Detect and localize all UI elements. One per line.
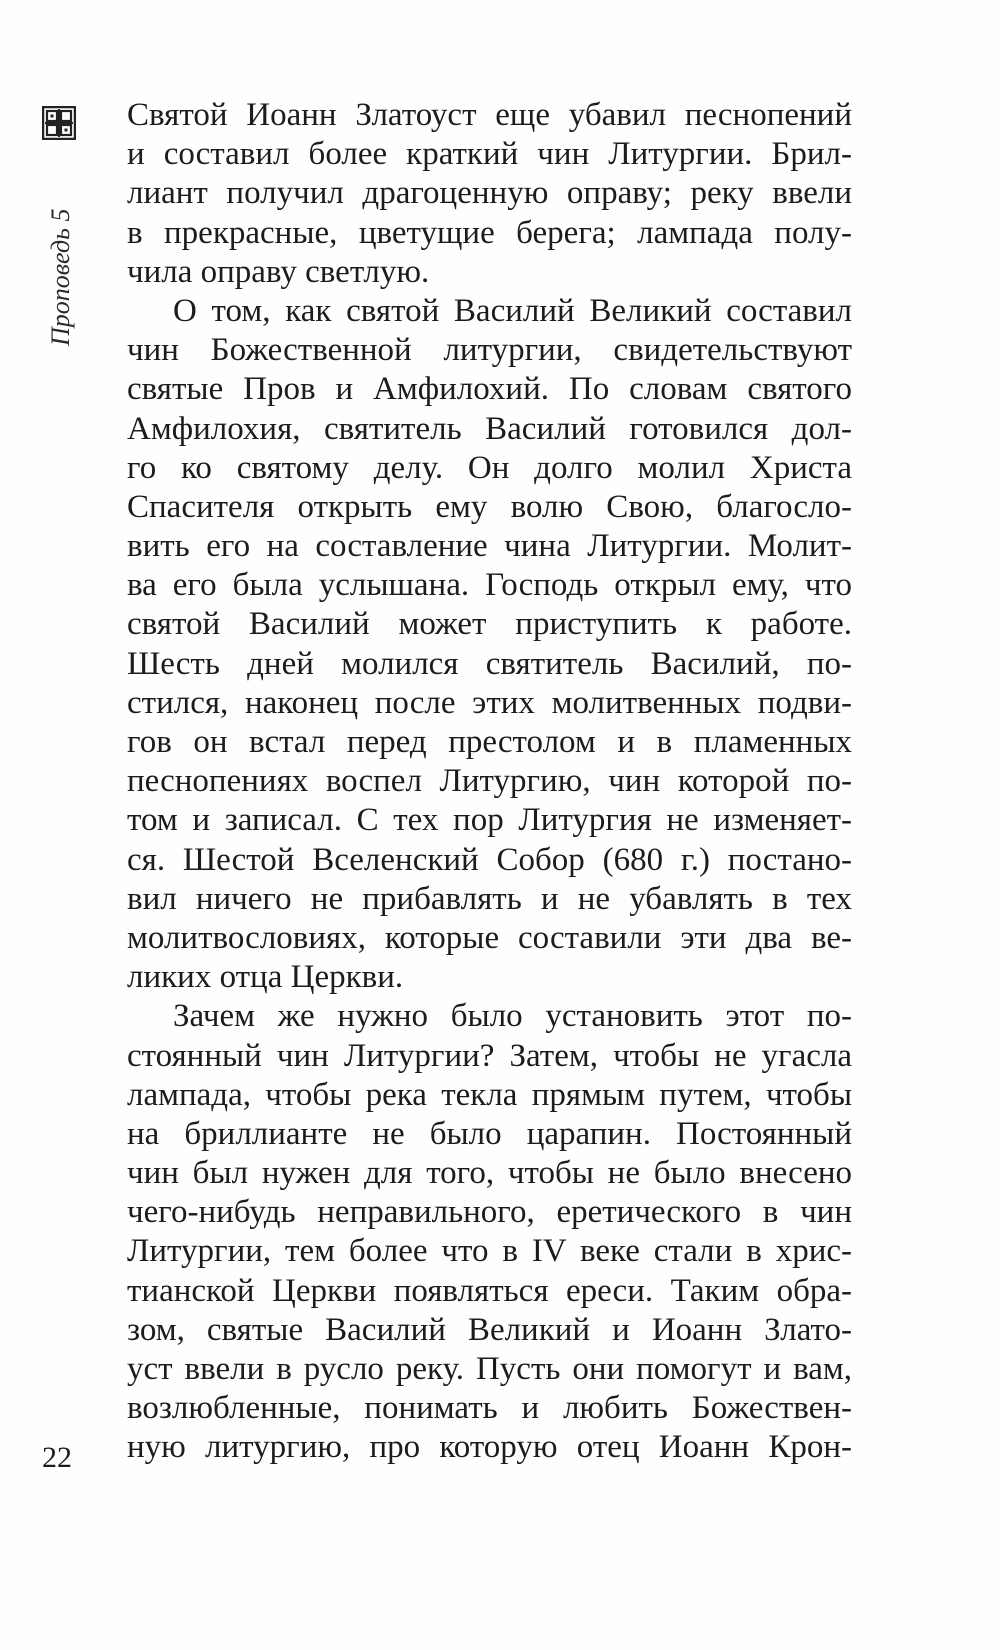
text-line: тианской Церкви появляться ереси. Таким обра-	[127, 1272, 852, 1309]
text-line: стоянный чин Литургии? Затем, чтобы не угасла	[127, 1037, 852, 1074]
text-line: чего-нибудь неправильного, еретического в чин	[127, 1194, 852, 1231]
text-line: на бриллианте не было царапин. Постоянный	[127, 1115, 852, 1152]
text-line: стился, наконец после этих молитвенных подви-	[127, 684, 852, 721]
text-line: молитвословиях, которые составили эти два ве-	[127, 919, 852, 956]
text-line: Литургии, тем более что в IV веке стали в хрис-	[127, 1233, 852, 1270]
text-line: чин Божественной литургии, свидетельствуют	[127, 332, 852, 369]
text-line: зом, святые Василий Великий и Иоанн Злато-	[127, 1311, 852, 1348]
text-line: ликих отца Церкви.	[127, 959, 404, 996]
text-line: возлюбленные, понимать и любить Божествен-	[127, 1390, 852, 1427]
text-line: Амфилохия, святитель Василий готовился дол-	[127, 410, 852, 447]
text-line: том и записал. С тех пор Литургия не изменяет-	[127, 802, 852, 839]
page-number: 22	[42, 1441, 72, 1474]
text-line: го ко святому делу. Он долго молил Христа	[127, 449, 852, 486]
text-line: песнопениях воспел Литургию, чин которой по-	[127, 763, 852, 800]
text-line: ва его была услышана. Господь открыл ему, что	[127, 567, 852, 604]
text-line: О том, как святой Василий Великий составил	[173, 292, 852, 329]
running-head: Проповедь 5	[46, 208, 75, 346]
text-line: в прекрасные, цветущие берега; лампада полу-	[127, 214, 852, 251]
text-line: и составил более краткий чин Литургии. Брил-	[127, 136, 852, 173]
body-text	[127, 96, 852, 1468]
text-line: Спасителя открыть ему волю Свою, благосло-	[127, 488, 852, 525]
text-line: лиант получил драгоценную оправу; реку ввели	[127, 175, 852, 212]
square-knot-ornament-icon	[42, 106, 76, 140]
text-line: чила оправу светлую.	[127, 253, 430, 290]
text-line: Зачем же нужно было установить этот по-	[173, 998, 852, 1035]
text-line: гов он встал перед престолом и в пламенных	[127, 724, 852, 760]
text-line: чин был нужен для того, чтобы не было внесено	[127, 1155, 852, 1192]
text-line: Шесть дней молился святитель Василий, по-	[127, 645, 852, 682]
text-line: святой Василий может приступить к работе.	[127, 606, 852, 643]
text-line: вить его на составление чина Литургии. Молит-	[127, 528, 852, 565]
text-line: уст ввели в русло реку. Пусть они помогут и вам,	[127, 1351, 852, 1387]
text-line: вил ничего не прибавлять и не убавлять в тех	[127, 880, 852, 917]
text-line: лампада, чтобы река текла прямым путем, чтобы	[127, 1076, 852, 1113]
text-line: Святой Иоанн Златоуст еще убавил песнопений	[127, 97, 852, 133]
text-line: святые Пров и Амфилохий. По словам святого	[127, 371, 852, 408]
text-line: ную литургию, про которую отец Иоанн Крон-	[127, 1429, 852, 1466]
text-line: ся. Шестой Вселенский Собор (680 г.) постано-	[127, 841, 852, 878]
